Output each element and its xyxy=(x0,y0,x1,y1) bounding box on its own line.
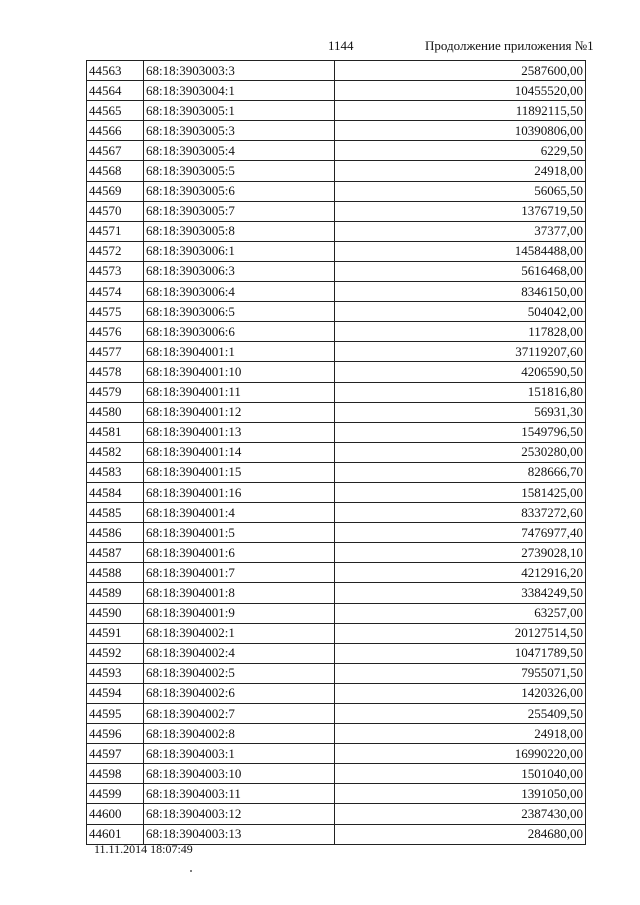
table-row xyxy=(87,462,586,482)
cadastral-value-cell: 1420326,00 xyxy=(335,683,586,703)
table-row xyxy=(87,683,586,703)
cadastral-value-cell: 8337272,60 xyxy=(335,503,586,523)
table-row xyxy=(87,623,586,643)
row-number-cell: 44576 xyxy=(87,322,144,342)
cadastral-value-cell: 56065,50 xyxy=(335,181,586,201)
cadastral-number-cell: 68:18:3903005:8 xyxy=(144,221,335,241)
cadastral-value-cell: 24918,00 xyxy=(335,724,586,744)
cadastral-number-cell: 68:18:3903006:6 xyxy=(144,322,335,342)
row-number-cell: 44564 xyxy=(87,81,144,101)
table-row xyxy=(87,764,586,784)
table-row xyxy=(87,181,586,201)
cadastral-number-cell: 68:18:3903005:1 xyxy=(144,101,335,121)
cadastral-value-cell: 1581425,00 xyxy=(335,482,586,502)
cadastral-number-cell: 68:18:3903005:3 xyxy=(144,121,335,141)
cadastral-value-cell: 37377,00 xyxy=(335,221,586,241)
row-number-cell: 44572 xyxy=(87,241,144,261)
row-number-cell: 44570 xyxy=(87,201,144,221)
row-number-cell: 44563 xyxy=(87,61,144,81)
row-number-cell: 44588 xyxy=(87,563,144,583)
cadastral-value-cell: 24918,00 xyxy=(335,161,586,181)
cadastral-value-cell: 117828,00 xyxy=(335,322,586,342)
cadastral-value-cell: 504042,00 xyxy=(335,302,586,322)
cadastral-value-cell: 10390806,00 xyxy=(335,121,586,141)
cadastral-value-cell: 828666,70 xyxy=(335,462,586,482)
table-row xyxy=(87,201,586,221)
row-number-cell: 44578 xyxy=(87,362,144,382)
cadastral-number-cell: 68:18:3904001:11 xyxy=(144,382,335,402)
appendix-title: Продолжение приложения №1 xyxy=(425,38,594,53)
cadastral-number-cell: 68:18:3904002:6 xyxy=(144,683,335,703)
table-row xyxy=(87,302,586,322)
table-row xyxy=(87,161,586,181)
cadastral-value-cell: 5616468,00 xyxy=(335,261,586,281)
cadastral-number-cell: 68:18:3904003:10 xyxy=(144,764,335,784)
row-number-cell: 44569 xyxy=(87,181,144,201)
table-row xyxy=(87,784,586,804)
cadastral-value-cell: 37119207,60 xyxy=(335,342,586,362)
cadastral-number-cell: 68:18:3904003:11 xyxy=(144,784,335,804)
cadastral-number-cell: 68:18:3903006:4 xyxy=(144,282,335,302)
cadastral-value-cell: 4212916,20 xyxy=(335,563,586,583)
cadastral-number-cell: 68:18:3904002:5 xyxy=(144,663,335,683)
cadastral-value-cell: 284680,00 xyxy=(335,824,586,844)
table-row xyxy=(87,482,586,502)
table-row xyxy=(87,663,586,683)
table-row xyxy=(87,61,586,81)
table-row xyxy=(87,543,586,563)
row-number-cell: 44590 xyxy=(87,603,144,623)
row-number-cell: 44565 xyxy=(87,101,144,121)
cadastral-number-cell: 68:18:3903004:1 xyxy=(144,81,335,101)
row-number-cell: 44580 xyxy=(87,402,144,422)
cadastral-number-cell: 68:18:3903005:7 xyxy=(144,201,335,221)
cadastral-number-cell: 68:18:3903006:3 xyxy=(144,261,335,281)
table-row xyxy=(87,442,586,462)
table-row xyxy=(87,563,586,583)
row-number-cell: 44582 xyxy=(87,442,144,462)
table-row xyxy=(87,422,586,442)
cadastral-value-table xyxy=(86,60,586,845)
cadastral-value-cell: 2387430,00 xyxy=(335,804,586,824)
cadastral-number-cell: 68:18:3903005:4 xyxy=(144,141,335,161)
cadastral-number-cell: 68:18:3904001:15 xyxy=(144,462,335,482)
cadastral-value-cell: 151816,80 xyxy=(335,382,586,402)
row-number-cell: 44601 xyxy=(87,824,144,844)
cadastral-value-cell: 4206590,50 xyxy=(335,362,586,382)
cadastral-number-cell: 68:18:3904001:5 xyxy=(144,523,335,543)
row-number-cell: 44598 xyxy=(87,764,144,784)
cadastral-number-cell: 68:18:3903005:6 xyxy=(144,181,335,201)
cadastral-number-cell: 68:18:3904003:1 xyxy=(144,744,335,764)
table-row xyxy=(87,81,586,101)
cadastral-value-cell: 11892115,50 xyxy=(335,101,586,121)
cadastral-value-cell: 7955071,50 xyxy=(335,663,586,683)
table-row xyxy=(87,241,586,261)
row-number-cell: 44575 xyxy=(87,302,144,322)
cadastral-number-cell: 68:18:3904001:9 xyxy=(144,603,335,623)
cadastral-number-cell: 68:18:3904002:4 xyxy=(144,643,335,663)
row-number-cell: 44586 xyxy=(87,523,144,543)
row-number-cell: 44595 xyxy=(87,704,144,724)
cadastral-number-cell: 68:18:3904001:10 xyxy=(144,362,335,382)
table-row xyxy=(87,362,586,382)
cadastral-value-cell: 8346150,00 xyxy=(335,282,586,302)
cadastral-value-cell: 10455520,00 xyxy=(335,81,586,101)
cadastral-number-cell: 68:18:3903006:5 xyxy=(144,302,335,322)
row-number-cell: 44579 xyxy=(87,382,144,402)
cadastral-number-cell: 68:18:3904003:12 xyxy=(144,804,335,824)
cadastral-value-cell: 14584488,00 xyxy=(335,241,586,261)
cadastral-number-cell: 68:18:3904003:13 xyxy=(144,824,335,844)
cadastral-value-cell: 7476977,40 xyxy=(335,523,586,543)
table-row xyxy=(87,282,586,302)
cadastral-value-cell: 56931,30 xyxy=(335,402,586,422)
cadastral-number-cell: 68:18:3904001:1 xyxy=(144,342,335,362)
table-row xyxy=(87,523,586,543)
cadastral-number-cell: 68:18:3904001:8 xyxy=(144,583,335,603)
row-number-cell: 44593 xyxy=(87,663,144,683)
table-row xyxy=(87,221,586,241)
cadastral-number-cell: 68:18:3904001:13 xyxy=(144,422,335,442)
row-number-cell: 44567 xyxy=(87,141,144,161)
table-row xyxy=(87,724,586,744)
table-row xyxy=(87,322,586,342)
table-row xyxy=(87,402,586,422)
cadastral-number-cell: 68:18:3903006:1 xyxy=(144,241,335,261)
row-number-cell: 44592 xyxy=(87,643,144,663)
cadastral-value-cell: 255409,50 xyxy=(335,704,586,724)
row-number-cell: 44571 xyxy=(87,221,144,241)
cadastral-number-cell: 68:18:3904001:16 xyxy=(144,482,335,502)
table-row xyxy=(87,121,586,141)
cadastral-value-cell: 2530280,00 xyxy=(335,442,586,462)
row-number-cell: 44591 xyxy=(87,623,144,643)
cadastral-number-cell: 68:18:3904002:8 xyxy=(144,724,335,744)
cadastral-number-cell: 68:18:3904001:12 xyxy=(144,402,335,422)
cadastral-value-cell: 16990220,00 xyxy=(335,744,586,764)
row-number-cell: 44566 xyxy=(87,121,144,141)
row-number-cell: 44585 xyxy=(87,503,144,523)
row-number-cell: 44574 xyxy=(87,282,144,302)
cadastral-number-cell: 68:18:3903005:5 xyxy=(144,161,335,181)
row-number-cell: 44584 xyxy=(87,482,144,502)
row-number-cell: 44597 xyxy=(87,744,144,764)
cadastral-number-cell: 68:18:3904001:7 xyxy=(144,563,335,583)
cadastral-value-cell: 2587600,00 xyxy=(335,61,586,81)
table-row xyxy=(87,603,586,623)
table-row xyxy=(87,141,586,161)
cadastral-value-cell: 3384249,50 xyxy=(335,583,586,603)
table-row xyxy=(87,342,586,362)
cadastral-value-cell: 10471789,50 xyxy=(335,643,586,663)
footer-timestamp: 11.11.2014 18:07:49 xyxy=(94,842,193,856)
cadastral-number-cell: 68:18:3904001:6 xyxy=(144,543,335,563)
cadastral-value-cell: 63257,00 xyxy=(335,603,586,623)
table-row xyxy=(87,744,586,764)
row-number-cell: 44594 xyxy=(87,683,144,703)
cadastral-value-cell: 20127514,50 xyxy=(335,623,586,643)
cadastral-value-cell: 2739028,10 xyxy=(335,543,586,563)
cadastral-value-cell: 1501040,00 xyxy=(335,764,586,784)
cadastral-value-cell: 6229,50 xyxy=(335,141,586,161)
row-number-cell: 44589 xyxy=(87,583,144,603)
cadastral-value-cell: 1376719,50 xyxy=(335,201,586,221)
stray-mark xyxy=(190,870,192,872)
cadastral-number-cell: 68:18:3904002:7 xyxy=(144,704,335,724)
table-row xyxy=(87,804,586,824)
row-number-cell: 44596 xyxy=(87,724,144,744)
cadastral-value-cell: 1391050,00 xyxy=(335,784,586,804)
row-number-cell: 44599 xyxy=(87,784,144,804)
table-row xyxy=(87,704,586,724)
cadastral-number-cell: 68:18:3904002:1 xyxy=(144,623,335,643)
table-row xyxy=(87,382,586,402)
row-number-cell: 44600 xyxy=(87,804,144,824)
row-number-cell: 44577 xyxy=(87,342,144,362)
row-number-cell: 44583 xyxy=(87,462,144,482)
table-row xyxy=(87,643,586,663)
row-number-cell: 44568 xyxy=(87,161,144,181)
cadastral-number-cell: 68:18:3903003:3 xyxy=(144,61,335,81)
table-body xyxy=(87,61,586,845)
page-number: 1144 xyxy=(328,38,354,53)
row-number-cell: 44573 xyxy=(87,261,144,281)
row-number-cell: 44587 xyxy=(87,543,144,563)
row-number-cell: 44581 xyxy=(87,422,144,442)
cadastral-number-cell: 68:18:3904001:14 xyxy=(144,442,335,462)
cadastral-number-cell: 68:18:3904001:4 xyxy=(144,503,335,523)
table-row xyxy=(87,101,586,121)
table-row xyxy=(87,503,586,523)
table-row xyxy=(87,583,586,603)
cadastral-value-cell: 1549796,50 xyxy=(335,422,586,442)
table-row xyxy=(87,261,586,281)
